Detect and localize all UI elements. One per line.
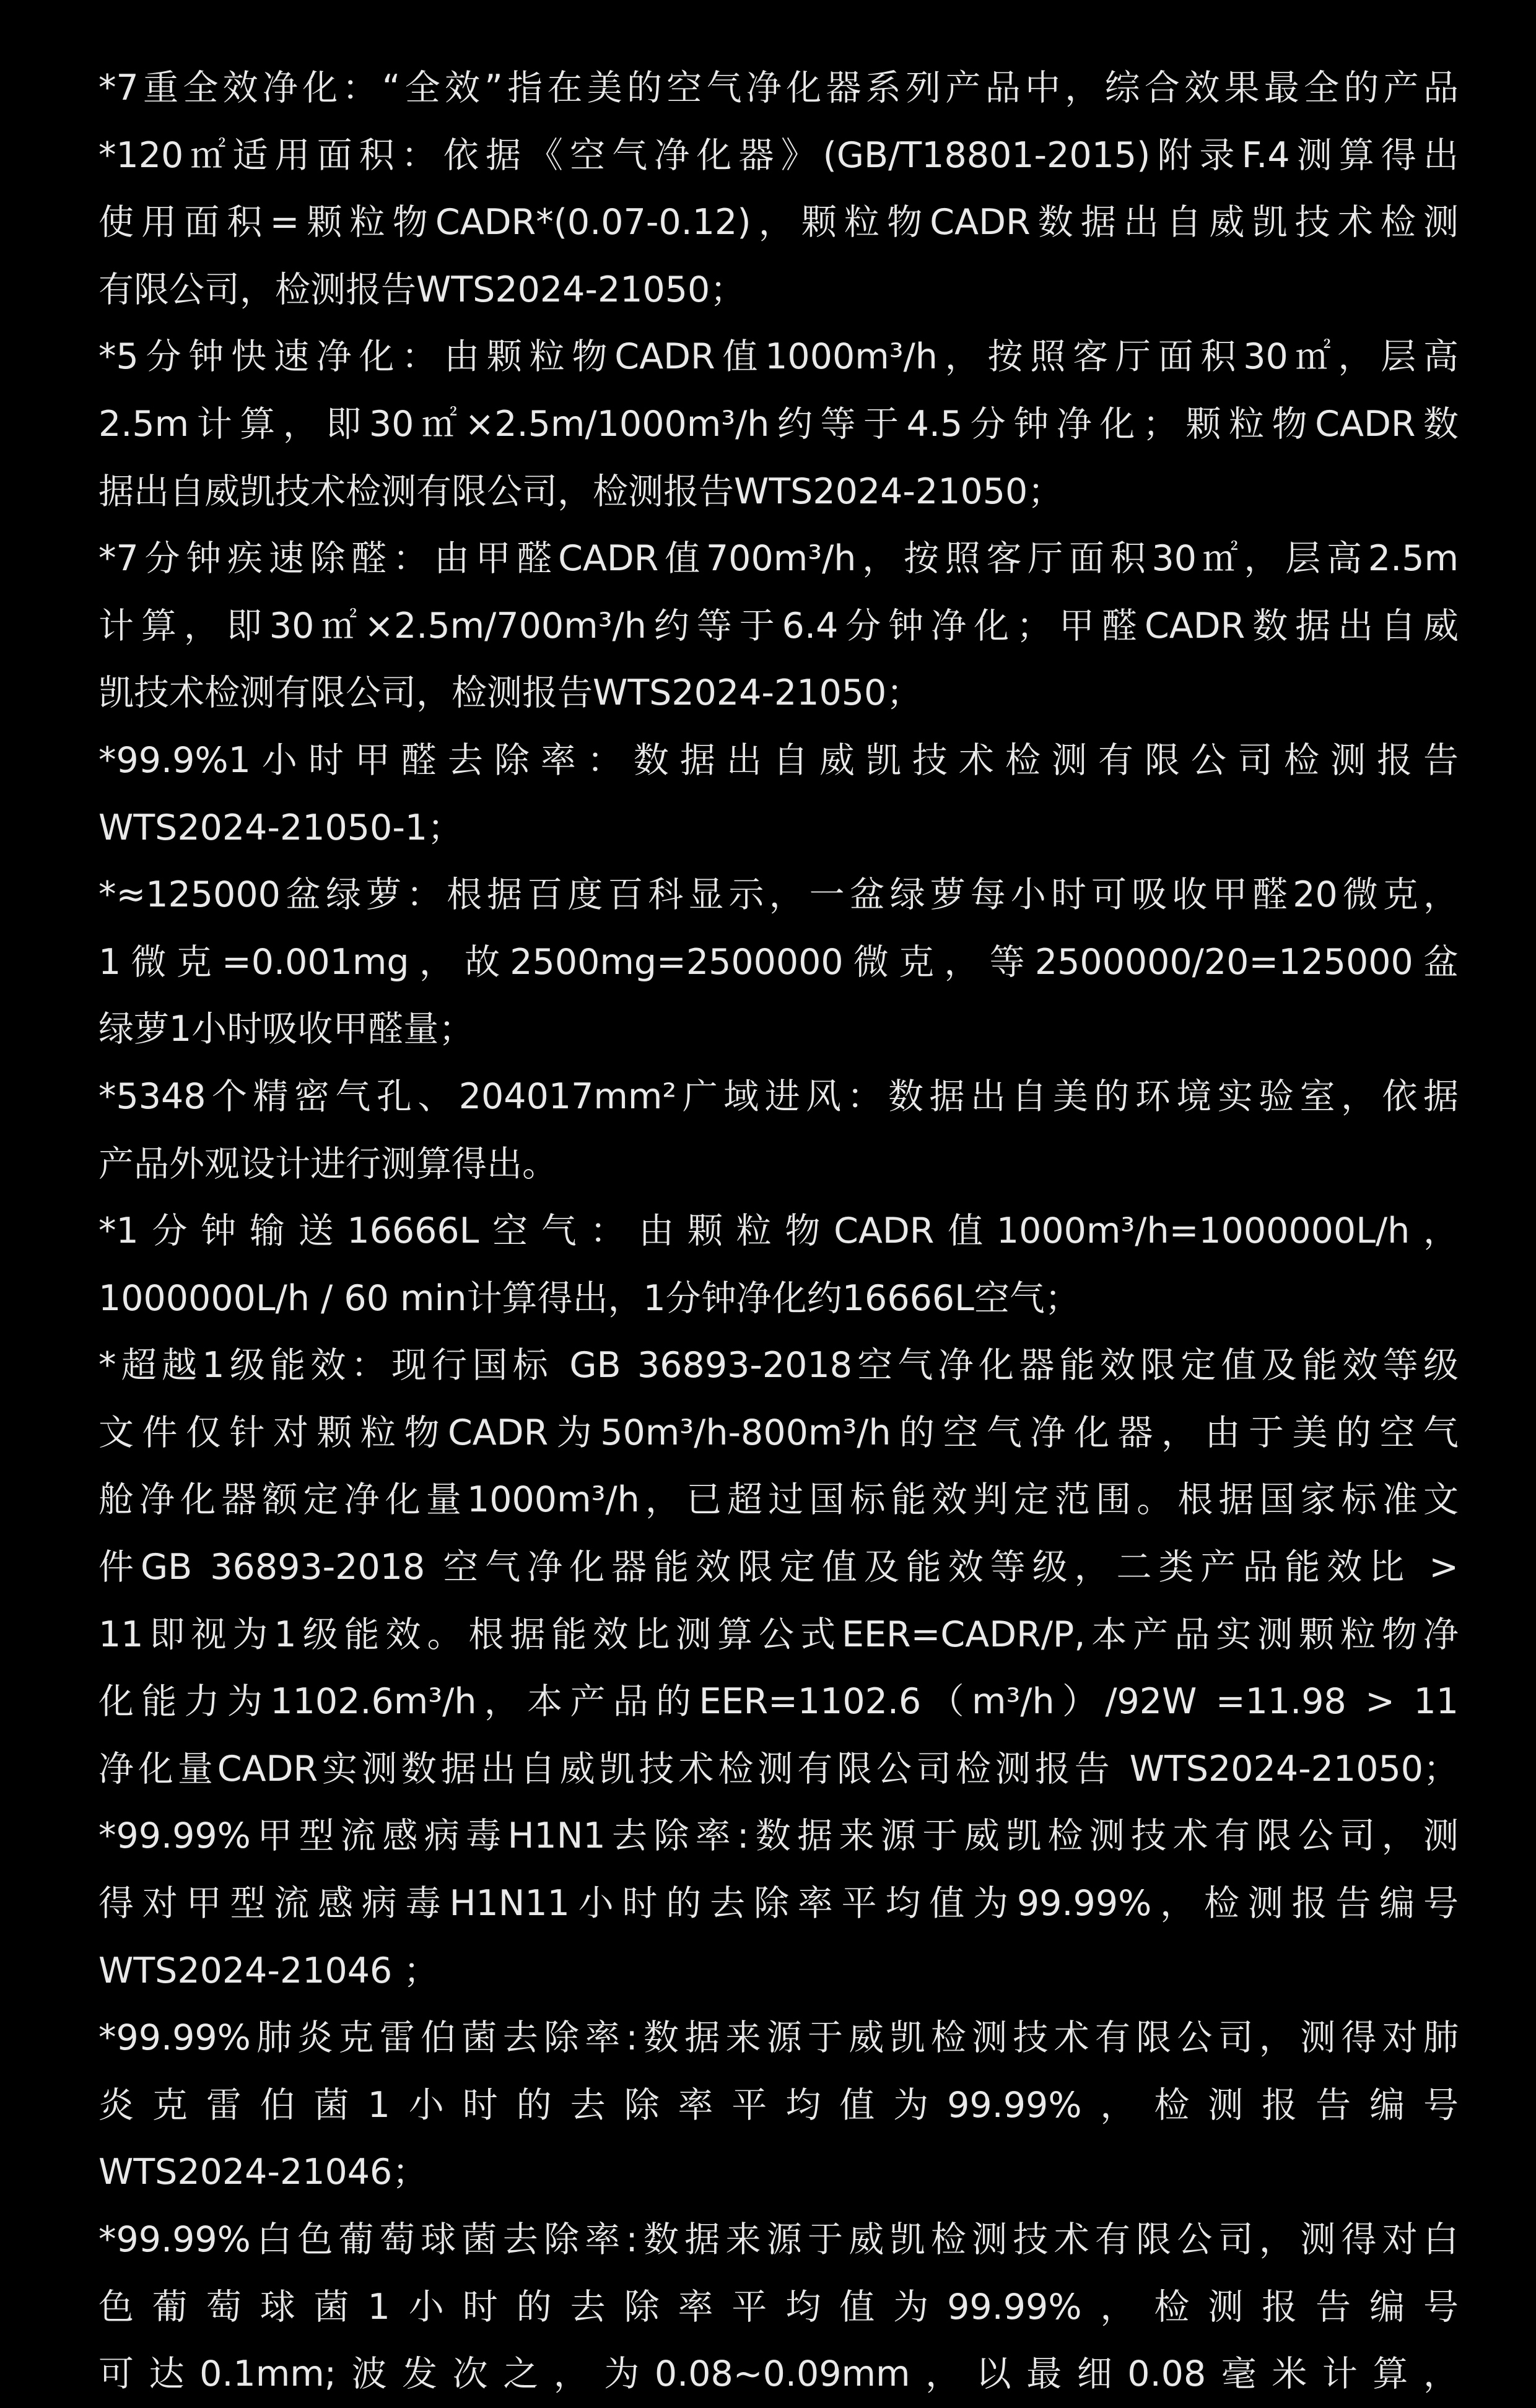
- footnote-line: 舱净化器额定净化量1000m³/h，已超过国标能效判定范围。根据国家标准文: [98, 1479, 1459, 1521]
- footnote-line: WTS2024-21050-1；: [98, 807, 463, 848]
- footnote-line: 2.5m计算，即30㎡×2.5m/1000m³/h约等于4.5分钟净化；颗粒物CADR数: [98, 403, 1459, 445]
- footnote-line: 产品外观设计进行测算得出。: [98, 1143, 557, 1184]
- footnote-line: 1微克=0.001mg，故2500mg=2500000微克，等2500000/20=125000盆: [98, 941, 1459, 983]
- footnote-line: 据出自威凯技术检测有限公司，检测报告WTS2024-21050；: [98, 471, 1063, 512]
- footnote-line: 得对甲型流感病毒H1N11小时的去除率平均值为99.99%，检测报告编号: [98, 1883, 1459, 1924]
- footnote-line: *99.9%1小时甲醛去除率：数据出自威凯技术检测有限公司检测报告: [98, 739, 1459, 781]
- footnote-line: 1000000L/h / 60 min计算得出，1分钟净化约16666L空气；: [98, 1277, 1080, 1319]
- footnote-line: 有限公司，检测报告WTS2024-21050；: [98, 269, 746, 310]
- footnote-line: *99.99%甲型流感病毒H1N1去除率:数据来源于威凯检测技术有限公司，测: [98, 1815, 1459, 1857]
- footnote-line: 凯技术检测有限公司，检测报告WTS2024-21050；: [98, 672, 922, 714]
- footnote-line: 11即视为1级能效。根据能效比测算公式EER=CADR/P,本产品实测颗粒物净: [98, 1614, 1459, 1655]
- footnote-line: 使用面积=颗粒物CADR*(0.07-0.12)，颗粒物CADR数据出自威凯技术检测: [98, 202, 1459, 243]
- footnote-line: *≈125000盆绿萝：根据百度百科显示，一盆绿萝每小时可吸收甲醛20微克，: [98, 874, 1459, 916]
- footnote-line: *5348个精密气孔、204017mm²广域进风：数据出自美的环境实验室，依据: [98, 1076, 1459, 1117]
- footnote-line: *5分钟快速净化：由颗粒物CADR值1000m³/h，按照客厅面积30㎡，层高: [98, 336, 1459, 378]
- footnote-line: *超越1级能效：现行国标 GB 36893-2018空气净化器能效限定值及能效等级: [98, 1345, 1459, 1386]
- footnote-line: 可达0.1mm;波发次之，为0.08~0.09mm，以最细0.08毫米计算，: [98, 2354, 1459, 2395]
- footnote-line: *99.99%肺炎克雷伯菌去除率:数据来源于威凯检测技术有限公司，测得对肺: [98, 2017, 1459, 2059]
- footnote-line: *7分钟疾速除醛：由甲醛CADR值700m³/h，按照客厅面积30㎡，层高2.5m: [98, 538, 1459, 580]
- footnote-line: WTS2024-21046；: [98, 2152, 428, 2193]
- footnote-line: 化能力为1102.6m³/h，本产品的EER=1102.6（m³/h）/92W =11.98 > 11: [98, 1681, 1459, 1723]
- footnote-line: *1分钟输送16666L空气：由颗粒物CADR值1000m³/h=1000000L/h，: [98, 1211, 1459, 1252]
- footnote-line: 计算，即30㎡×2.5m/700m³/h约等于6.4分钟净化；甲醛CADR数据出自威: [98, 605, 1459, 646]
- footnote-list: [98, 54, 1459, 2408]
- footnote-line: 文件仅针对颗粒物CADR为50m³/h-800m³/h的空气净化器，由于美的空气: [98, 1412, 1459, 1453]
- footnote-line: 色葡萄球菌1小时的去除率平均值为99.99%，检测报告编号: [98, 2286, 1459, 2328]
- footnote-line: 件GB 36893-2018 空气净化器能效限定值及能效等级，二类产品能效比 >: [98, 1547, 1459, 1588]
- footnote-line: WTS2024-21046 ；: [98, 1950, 439, 1991]
- footnote-line: *7重全效净化：“全效”指在美的空气净化器系列产品中，综合效果最全的产品: [98, 67, 1459, 108]
- footnote-line: *120㎡适用面积：依据《空气净化器》(GB/T18801-2015)附录F.4测算得出: [98, 134, 1459, 176]
- footnote-line: *99.99%白色葡萄球菌去除率:数据来源于威凯检测技术有限公司，测得对白: [98, 2219, 1459, 2260]
- footnote-line: 绿萝1小时吸收甲醛量；: [98, 1009, 474, 1050]
- footnote-line: 炎克雷伯菌1小时的去除率平均值为99.99%，检测报告编号: [98, 2084, 1459, 2126]
- footnote-line: 净化量CADR实测数据出自威凯技术检测有限公司检测报告 WTS2024-21050；: [98, 1748, 1459, 1789]
